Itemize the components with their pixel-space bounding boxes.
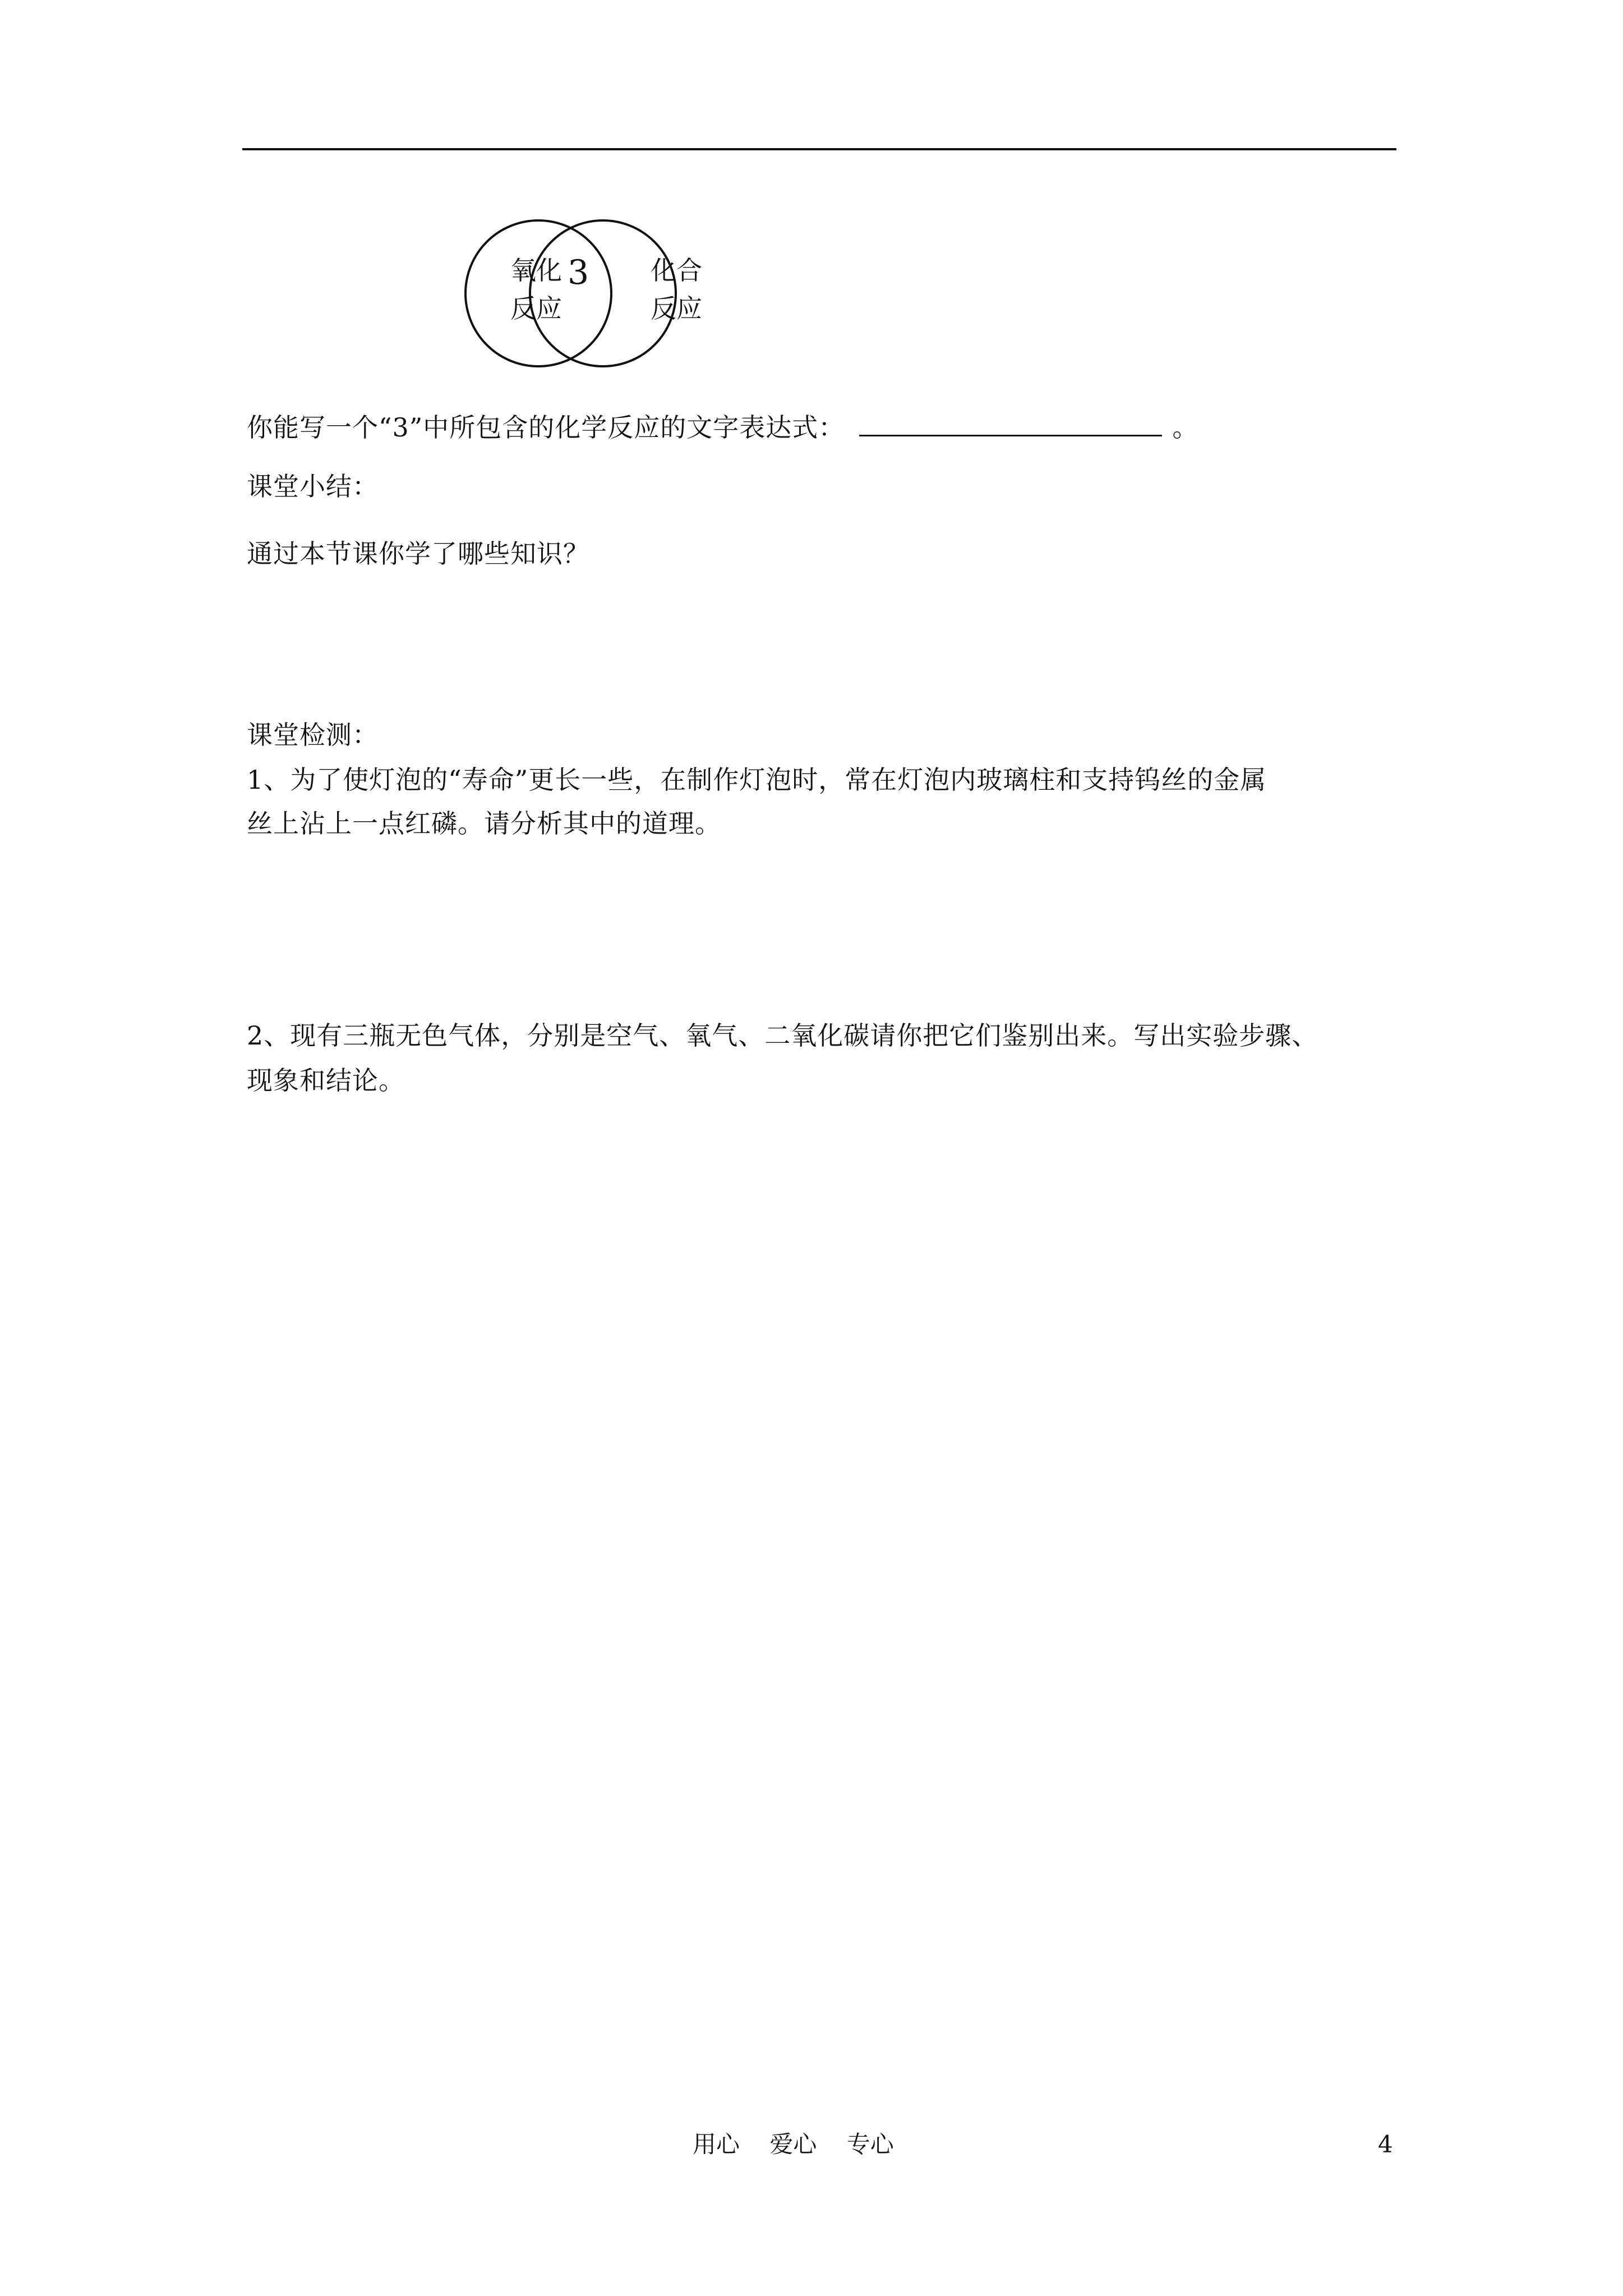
question-1-line-1: 1、为了使灯泡的“寿命”更长一些，在制作灯泡时，常在灯泡内玻璃柱和支持钨丝的金属 [247,765,1267,795]
question-1-line-2: 丝上沾上一点红磷。请分析其中的道理。 [247,808,721,839]
venn-svg [460,212,740,375]
venn-right-label-2: 反应 [651,293,702,324]
venn-left-label-1: 氧化 [510,255,562,286]
venn-diagram [460,212,740,375]
summary-prompt: 通过本节课你学了哪些知识？ [247,539,589,569]
header-rule [242,148,1396,150]
summary-heading: 课堂小结： [247,471,379,501]
question-2-line-2: 现象和结论。 [247,1065,405,1096]
page-number: 4 [1378,2131,1393,2158]
venn-center-label: 3 [568,253,589,292]
venn-left-label-2: 反应 [510,293,562,324]
test-heading: 课堂检测： [247,720,379,750]
footer-motto: 用心 爱心 专心 [693,2131,894,2158]
venn-question-text: 你能写一个“3”中所包含的化学反应的文字表达式： [247,412,845,443]
answer-blank[interactable] [859,410,1162,436]
venn-question [247,409,1198,445]
venn-right-label-1: 化合 [651,255,702,286]
question-2-line-1: 2、现有三瓶无色气体，分别是空气、氧气、二氧化碳请你把它们鉴别出来。写出实验步骤、 [247,1020,1318,1051]
venn-question-end: 。 [1172,412,1199,443]
